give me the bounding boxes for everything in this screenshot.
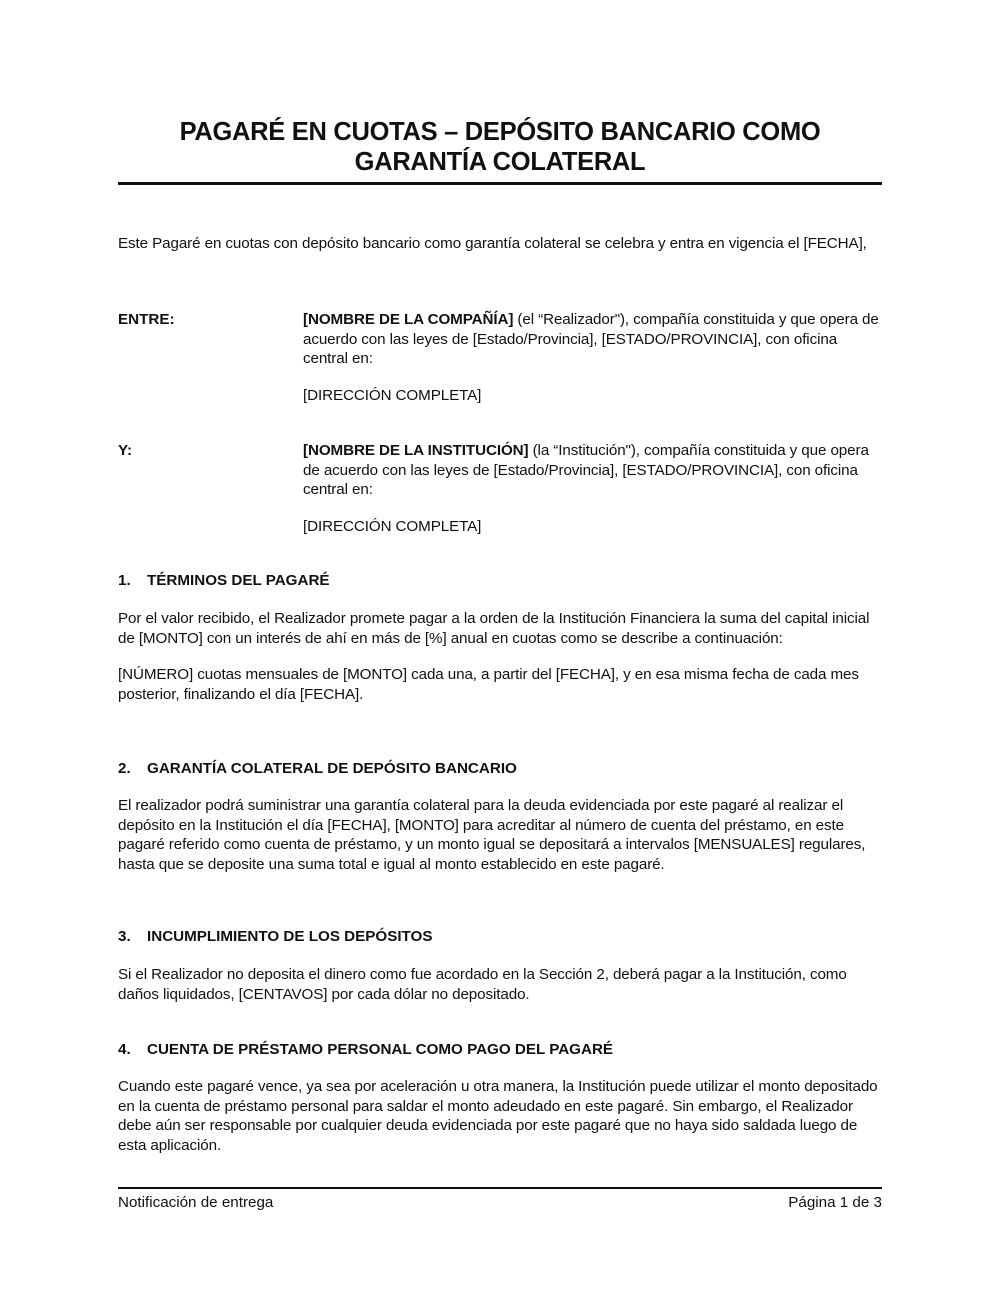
party-address: [DIRECCIÓN COMPLETA] [303,386,482,404]
section-paragraph: Por el valor recibido, el Realizador promete pagar a la orden de la Institución Financiera la suma del capital inicial de [MONTO] con un interés de ahí en más de [%] anual en cuotas como se describe a continuación: [118,610,870,647]
section-title: CUENTA DE PRÉSTAMO PERSONAL COMO PAGO DEL PAGARÉ [147,1041,614,1058]
party-body [303,441,882,536]
section-4-heading [118,1040,882,1060]
document-title [118,117,882,177]
party-address: [DIRECCIÓN COMPLETA] [303,517,482,535]
section-paragraph: Cuando este pagaré vence, ya sea por aceleración u otra manera, la Institución puede utilizar el monto depositado en la cuenta de préstamo personal para saldar el monto adeudado en este pagaré. Sin embargo, el Realizador debe aún ser responsable por cualquier deuda evidenciada por este pagaré que no haya sido saldada luego de esta aplicación. [118,1078,878,1154]
title-line-1: PAGARÉ EN CUOTAS – DEPÓSITO BANCARIO COMO [179,118,821,146]
section-title: TÉRMINOS DEL PAGARÉ [147,572,330,589]
title-line-2: GARANTÍA COLATERAL [354,148,646,176]
section-number: 4. [118,1041,131,1058]
footer-divider [118,1187,882,1189]
section-paragraph: El realizador podrá suministrar una garantía colateral para la deuda evidenciada por este pagaré al realizar el depósito en la Institución el día [FECHA], [MONTO] para acreditar al número de cuenta del préstamo, en este pagaré referido como cuenta de préstamo, y un monto igual se depositará a intervalos [MENSUALES] regulares, hasta que se deposite una suma total e igual al monto establecido en este pagaré. [118,797,866,873]
party-body [303,310,882,405]
section-4-body [118,1077,882,1172]
footer-document-name: Notificación de entrega [118,1194,274,1211]
title-divider [118,182,882,185]
intro-paragraph: Este Pagaré en cuotas con depósito bancario como garantía colateral se celebra y entra en vigencia el [FECHA], [118,235,867,252]
party-description [303,441,882,500]
party-label: Y: [118,442,133,459]
party-details: (la “Institución"), compañía constituida y que opera de acuerdo con las leyes de [Estado/Provincia], [ESTADO/PROVINCIA], con oficina central en: [303,442,869,498]
section-3-heading [118,927,882,947]
party-description [303,310,882,369]
footer-page-number: Página 1 de 3 [788,1194,882,1211]
section-3-body [118,965,882,1021]
section-paragraph: [NÚMERO] cuotas mensuales de [MONTO] cada una, a partir del [FECHA], y en esa misma fecha de cada mes posterior, finalizando el día [FECHA]. [118,666,859,703]
section-1-body [118,609,882,721]
party-name: [NOMBRE DE LA COMPAÑÍA] [303,311,514,328]
section-paragraph: Si el Realizador no deposita el dinero como fue acordado en la Sección 2, deberá pagar a la Institución, como daños liquidados, [CENTAVOS] por cada dólar no depositado. [118,966,847,1003]
section-number: 2. [118,760,131,777]
section-title: GARANTÍA COLATERAL DE DEPÓSITO BANCARIO [147,760,517,777]
party-name: [NOMBRE DE LA INSTITUCIÓN] [303,442,529,459]
section-2-heading [118,759,882,779]
section-title: INCUMPLIMIENTO DE LOS DEPÓSITOS [147,928,433,945]
party-label: ENTRE: [118,311,175,328]
party-details: (el “Realizador"), compañía constituida y que opera de acuerdo con las leyes de [Estado/Provincia], [ESTADO/PROVINCIA], con oficina central en: [303,311,879,367]
section-2-body [118,796,882,891]
section-number: 1. [118,572,131,589]
section-1-heading [118,571,882,591]
section-number: 3. [118,928,131,945]
